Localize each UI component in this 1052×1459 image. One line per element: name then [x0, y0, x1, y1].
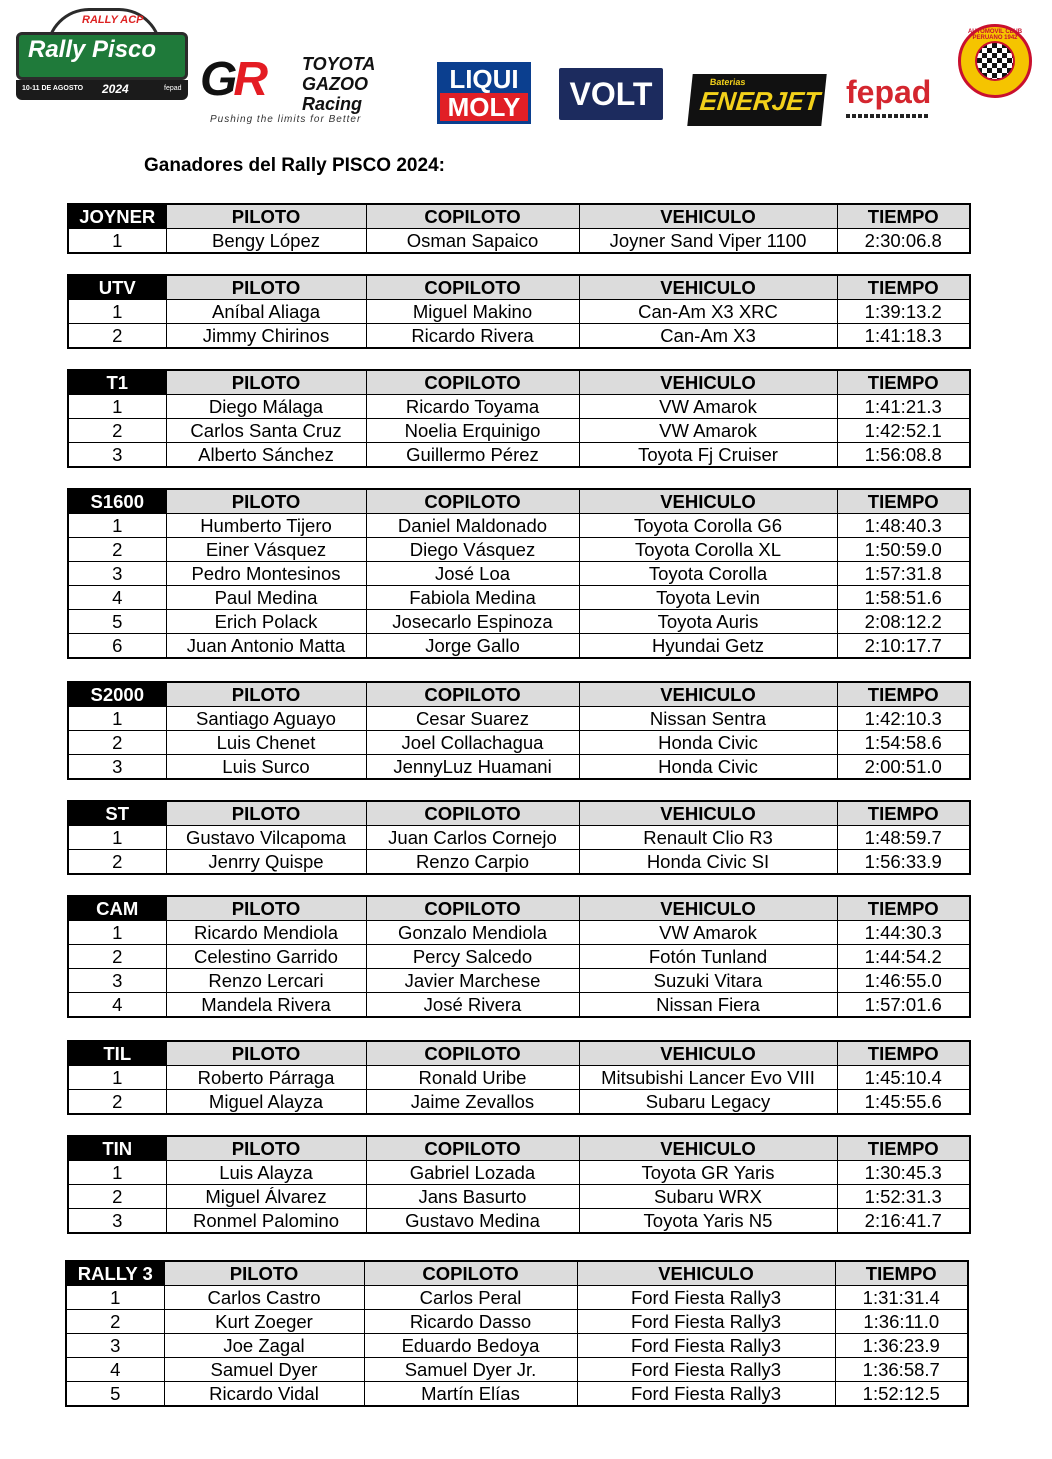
cell-tiempo: 1:46:55.0 [837, 969, 970, 993]
header-tiempo: TIEMPO [837, 1136, 970, 1161]
gr-tagline: Pushing the limits for Better [210, 114, 362, 125]
rally-acp-text: RALLY ACP [82, 14, 144, 26]
cell-vehiculo: VW Amarok [579, 395, 837, 419]
cell-piloto: Miguel Álvarez [166, 1185, 366, 1209]
cell-pos: 2 [68, 731, 166, 755]
header-piloto: PILOTO [166, 204, 366, 229]
cell-vehiculo: Can-Am X3 XRC [579, 300, 837, 324]
cell-vehiculo: Suzuki Vitara [579, 969, 837, 993]
cell-copiloto: Renzo Carpio [366, 850, 579, 875]
cell-vehiculo: Toyota GR Yaris [579, 1161, 837, 1185]
table-row [68, 921, 970, 945]
cell-tiempo: 2:08:12.2 [837, 610, 970, 634]
cell-copiloto: Fabiola Medina [366, 586, 579, 610]
header-vehiculo: VEHICULO [579, 1136, 837, 1161]
cell-copiloto: Juan Carlos Cornejo [366, 826, 579, 850]
cell-piloto: Diego Málaga [166, 395, 366, 419]
fepad-logo [846, 74, 930, 124]
cell-tiempo: 1:36:58.7 [835, 1358, 968, 1382]
header-piloto: PILOTO [166, 801, 366, 826]
cell-pos: 4 [66, 1358, 164, 1382]
header-tiempo: TIEMPO [837, 896, 970, 921]
cell-copiloto: Javier Marchese [366, 969, 579, 993]
cell-pos: 1 [68, 1066, 166, 1090]
results-table [67, 681, 971, 780]
results-table [67, 369, 971, 468]
table-row [68, 707, 970, 731]
cell-pos: 6 [68, 634, 166, 659]
header-piloto: PILOTO [166, 489, 366, 514]
header-vehiculo: VEHICULO [579, 370, 837, 395]
header-tiempo: TIEMPO [835, 1261, 968, 1286]
cell-vehiculo: Honda Civic SI [579, 850, 837, 875]
header-vehiculo: VEHICULO [579, 489, 837, 514]
gr-line-2: GAZOO [302, 74, 368, 94]
category-label: S1600 [68, 489, 166, 514]
enerjet-logo [687, 74, 826, 126]
cell-vehiculo: Toyota Yaris N5 [579, 1209, 837, 1234]
cell-pos: 2 [66, 1310, 164, 1334]
header-piloto: PILOTO [166, 682, 366, 707]
table-row [68, 755, 970, 780]
cell-vehiculo: Ford Fiesta Rally3 [577, 1286, 835, 1310]
cell-piloto: Pedro Montesinos [166, 562, 366, 586]
header-piloto: PILOTO [166, 896, 366, 921]
cell-tiempo: 1:41:21.3 [837, 395, 970, 419]
cell-copiloto: Jorge Gallo [366, 634, 579, 659]
page-title: Ganadores del Rally PISCO 2024: [144, 155, 445, 176]
cell-vehiculo: Joyner Sand Viper 1100 [579, 229, 837, 254]
cell-copiloto: José Rivera [366, 993, 579, 1018]
cell-pos: 2 [68, 324, 166, 349]
cell-tiempo: 1:44:30.3 [837, 921, 970, 945]
cell-tiempo: 1:42:52.1 [837, 419, 970, 443]
results-table [67, 203, 971, 254]
fepad-bar [846, 114, 930, 118]
header-vehiculo: VEHICULO [579, 896, 837, 921]
cell-piloto: Samuel Dyer [164, 1358, 364, 1382]
gr-line-1: TOYOTA [302, 54, 376, 74]
cell-pos: 2 [68, 538, 166, 562]
header-vehiculo: VEHICULO [579, 275, 837, 300]
cell-tiempo: 1:45:55.6 [837, 1090, 970, 1115]
cell-vehiculo: Hyundai Getz [579, 634, 837, 659]
cell-vehiculo: Nissan Sentra [579, 707, 837, 731]
cell-vehiculo: Toyota Fj Cruiser [579, 443, 837, 468]
header-tiempo: TIEMPO [837, 275, 970, 300]
cell-pos: 3 [68, 562, 166, 586]
cell-piloto: Jenrry Quispe [166, 850, 366, 875]
header-vehiculo: VEHICULO [579, 1041, 837, 1066]
header-copiloto: COPILOTO [366, 204, 579, 229]
cell-piloto: Aníbal Aliaga [166, 300, 366, 324]
table-header-row [68, 1136, 970, 1161]
acp-checkered-flag-icon [975, 41, 1015, 81]
cell-copiloto: Jaime Zevallos [366, 1090, 579, 1115]
table-row [68, 731, 970, 755]
cell-copiloto: Osman Sapaico [366, 229, 579, 254]
cell-piloto: Juan Antonio Matta [166, 634, 366, 659]
results-table [67, 1135, 971, 1234]
cell-copiloto: JennyLuz Huamani [366, 755, 579, 780]
cell-vehiculo: Nissan Fiera [579, 993, 837, 1018]
cell-piloto: Alberto Sánchez [166, 443, 366, 468]
toyota-gazoo-racing-logo [200, 54, 412, 130]
rally-pisco-year: 2024 [102, 82, 129, 96]
cell-pos: 1 [68, 707, 166, 731]
category-label: JOYNER [68, 204, 166, 229]
cell-vehiculo: Subaru Legacy [579, 1090, 837, 1115]
category-label: RALLY 3 [66, 1261, 164, 1286]
cell-vehiculo: VW Amarok [579, 419, 837, 443]
cell-tiempo: 1:30:45.3 [837, 1161, 970, 1185]
cell-pos: 1 [68, 921, 166, 945]
cell-pos: 4 [68, 993, 166, 1018]
volt-logo [559, 68, 663, 120]
table-row [68, 634, 970, 659]
automovil-club-peruano-seal [958, 24, 1032, 98]
cell-copiloto: Ricardo Rivera [366, 324, 579, 349]
header-piloto: PILOTO [164, 1261, 364, 1286]
gr-wordmark [302, 54, 375, 114]
rally-pisco-logo [16, 8, 188, 98]
table-row [68, 826, 970, 850]
cell-tiempo: 1:56:33.9 [837, 850, 970, 875]
results-table [67, 895, 971, 1018]
table-row [68, 969, 970, 993]
cell-copiloto: Noelia Erquinigo [366, 419, 579, 443]
cell-pos: 3 [68, 1209, 166, 1234]
gr-mark-text: GR [200, 53, 265, 106]
gr-mark [200, 54, 294, 106]
cell-tiempo: 1:58:51.6 [837, 586, 970, 610]
cell-pos: 2 [68, 850, 166, 875]
table-row [68, 1209, 970, 1234]
cell-vehiculo: Toyota Levin [579, 586, 837, 610]
results-table [67, 1040, 971, 1115]
header-tiempo: TIEMPO [837, 801, 970, 826]
cell-pos: 5 [68, 610, 166, 634]
results-table [67, 488, 971, 659]
cell-vehiculo: Toyota Auris [579, 610, 837, 634]
cell-tiempo: 2:16:41.7 [837, 1209, 970, 1234]
table-row [68, 850, 970, 875]
cell-tiempo: 1:48:40.3 [837, 514, 970, 538]
cell-tiempo: 1:45:10.4 [837, 1066, 970, 1090]
cell-pos: 1 [66, 1286, 164, 1310]
cell-copiloto: Guillermo Pérez [366, 443, 579, 468]
cell-pos: 2 [68, 1185, 166, 1209]
cell-vehiculo: Toyota Corolla G6 [579, 514, 837, 538]
cell-pos: 1 [68, 395, 166, 419]
liqui-moly-bottom: MOLY [447, 92, 521, 122]
cell-piloto: Paul Medina [166, 586, 366, 610]
cell-copiloto: José Loa [366, 562, 579, 586]
table-row [66, 1286, 968, 1310]
cell-vehiculo: Renault Clio R3 [579, 826, 837, 850]
cell-piloto: Erich Polack [166, 610, 366, 634]
cell-piloto: Carlos Santa Cruz [166, 419, 366, 443]
cell-vehiculo: Ford Fiesta Rally3 [577, 1358, 835, 1382]
enerjet-big: ENERJET [698, 86, 822, 116]
category-label: T1 [68, 370, 166, 395]
table-header-row [68, 489, 970, 514]
cell-piloto: Ronmel Palomino [166, 1209, 366, 1234]
header-tiempo: TIEMPO [837, 1041, 970, 1066]
table-row [68, 1090, 970, 1115]
cell-copiloto: Carlos Peral [364, 1286, 577, 1310]
cell-copiloto: Martín Elías [364, 1382, 577, 1407]
table-header-row [68, 204, 970, 229]
cell-pos: 4 [68, 586, 166, 610]
header-tiempo: TIEMPO [837, 682, 970, 707]
cell-pos: 2 [68, 1090, 166, 1115]
cell-vehiculo: VW Amarok [579, 921, 837, 945]
cell-tiempo: 1:52:31.3 [837, 1185, 970, 1209]
header-vehiculo: VEHICULO [577, 1261, 835, 1286]
table-row [68, 395, 970, 419]
header-vehiculo: VEHICULO [579, 801, 837, 826]
cell-vehiculo: Toyota Corolla XL [579, 538, 837, 562]
header-piloto: PILOTO [166, 1136, 366, 1161]
header-tiempo: TIEMPO [837, 370, 970, 395]
header-copiloto: COPILOTO [366, 489, 579, 514]
header-copiloto: COPILOTO [366, 1041, 579, 1066]
table-row [68, 419, 970, 443]
cell-tiempo: 1:52:12.5 [835, 1382, 968, 1407]
cell-piloto: Joe Zagal [164, 1334, 364, 1358]
cell-tiempo: 1:42:10.3 [837, 707, 970, 731]
cell-piloto: Kurt Zoeger [164, 1310, 364, 1334]
cell-piloto: Gustavo Vilcapoma [166, 826, 366, 850]
table-header-row [68, 275, 970, 300]
cell-tiempo: 1:39:13.2 [837, 300, 970, 324]
cell-copiloto: Percy Salcedo [366, 945, 579, 969]
acp-seal-text: AUTOMOVIL CLUB PERUANO 1942 [967, 29, 1023, 41]
cell-copiloto: Cesar Suarez [366, 707, 579, 731]
table-row [68, 443, 970, 468]
cell-copiloto: Jans Basurto [366, 1185, 579, 1209]
cell-copiloto: Gonzalo Mendiola [366, 921, 579, 945]
cell-copiloto: Josecarlo Espinoza [366, 610, 579, 634]
cell-copiloto: Joel Collachagua [366, 731, 579, 755]
table-row [68, 586, 970, 610]
table-header-row [68, 896, 970, 921]
category-label: TIN [68, 1136, 166, 1161]
results-table [65, 1260, 969, 1407]
cell-vehiculo: Honda Civic [579, 755, 837, 780]
cell-tiempo: 1:50:59.0 [837, 538, 970, 562]
cell-copiloto: Eduardo Bedoya [364, 1334, 577, 1358]
liqui-moly-logo [437, 62, 531, 124]
header-tiempo: TIEMPO [837, 204, 970, 229]
header-vehiculo: VEHICULO [579, 682, 837, 707]
table-row [68, 324, 970, 349]
cell-piloto: Miguel Alayza [166, 1090, 366, 1115]
cell-piloto: Luis Surco [166, 755, 366, 780]
category-label: ST [68, 801, 166, 826]
cell-copiloto: Gustavo Medina [366, 1209, 579, 1234]
header-copiloto: COPILOTO [366, 896, 579, 921]
header-piloto: PILOTO [166, 1041, 366, 1066]
cell-piloto: Ricardo Mendiola [166, 921, 366, 945]
gr-line-3: Racing [302, 94, 363, 114]
table-row [66, 1334, 968, 1358]
cell-pos: 1 [68, 826, 166, 850]
cell-pos: 2 [68, 945, 166, 969]
cell-tiempo: 1:48:59.7 [837, 826, 970, 850]
cell-tiempo: 1:36:11.0 [835, 1310, 968, 1334]
cell-vehiculo: Ford Fiesta Rally3 [577, 1382, 835, 1407]
cell-copiloto: Miguel Makino [366, 300, 579, 324]
cell-tiempo: 1:36:23.9 [835, 1334, 968, 1358]
category-label: CAM [68, 896, 166, 921]
cell-piloto: Mandela Rivera [166, 993, 366, 1018]
cell-tiempo: 1:57:31.8 [837, 562, 970, 586]
table-row [68, 229, 970, 254]
table-row [68, 610, 970, 634]
table-header-row [68, 1041, 970, 1066]
table-row [68, 1185, 970, 1209]
cell-copiloto: Ricardo Dasso [364, 1310, 577, 1334]
cell-pos: 3 [68, 443, 166, 468]
cell-vehiculo: Toyota Corolla [579, 562, 837, 586]
cell-piloto: Celestino Garrido [166, 945, 366, 969]
header-copiloto: COPILOTO [366, 370, 579, 395]
table-row [68, 538, 970, 562]
cell-vehiculo: Ford Fiesta Rally3 [577, 1334, 835, 1358]
cell-vehiculo: Mitsubishi Lancer Evo VIII [579, 1066, 837, 1090]
results-table [67, 800, 971, 875]
table-row [68, 514, 970, 538]
rally-pisco-small-sponsor: fepad [164, 85, 182, 92]
cell-vehiculo: Fotón Tunland [579, 945, 837, 969]
header-tiempo: TIEMPO [837, 489, 970, 514]
cell-copiloto: Ricardo Toyama [366, 395, 579, 419]
liqui-moly-top: LIQUI [440, 65, 528, 93]
cell-copiloto: Daniel Maldonado [366, 514, 579, 538]
results-table [67, 274, 971, 349]
header-copiloto: COPILOTO [366, 801, 579, 826]
cell-pos: 3 [68, 969, 166, 993]
cell-copiloto: Gabriel Lozada [366, 1161, 579, 1185]
cell-piloto: Carlos Castro [164, 1286, 364, 1310]
table-row [68, 945, 970, 969]
header-copiloto: COPILOTO [366, 275, 579, 300]
rally-pisco-name: Rally Pisco [28, 36, 157, 63]
cell-piloto: Bengy López [166, 229, 366, 254]
table-header-row [68, 682, 970, 707]
cell-piloto: Luis Alayza [166, 1161, 366, 1185]
cell-pos: 1 [68, 229, 166, 254]
table-row [68, 1161, 970, 1185]
enerjet-small: Baterias [709, 77, 746, 87]
cell-vehiculo: Ford Fiesta Rally3 [577, 1310, 835, 1334]
cell-pos: 5 [66, 1382, 164, 1407]
table-row [68, 300, 970, 324]
cell-vehiculo: Subaru WRX [579, 1185, 837, 1209]
cell-tiempo: 2:30:06.8 [837, 229, 970, 254]
cell-piloto: Santiago Aguayo [166, 707, 366, 731]
cell-piloto: Einer Vásquez [166, 538, 366, 562]
cell-pos: 2 [68, 419, 166, 443]
fepad-text: fepad [846, 74, 932, 110]
table-header-row [66, 1261, 968, 1286]
cell-copiloto: Diego Vásquez [366, 538, 579, 562]
cell-piloto: Jimmy Chirinos [166, 324, 366, 349]
table-row [66, 1382, 968, 1407]
cell-pos: 3 [68, 755, 166, 780]
cell-piloto: Luis Chenet [166, 731, 366, 755]
table-header-row [68, 370, 970, 395]
cell-piloto: Humberto Tijero [166, 514, 366, 538]
volt-text: VOLT [569, 76, 653, 112]
table-row [66, 1358, 968, 1382]
cell-copiloto: Ronald Uribe [366, 1066, 579, 1090]
cell-pos: 1 [68, 300, 166, 324]
category-label: UTV [68, 275, 166, 300]
header-copiloto: COPILOTO [366, 682, 579, 707]
table-row [68, 1066, 970, 1090]
category-label: TIL [68, 1041, 166, 1066]
header-copiloto: COPILOTO [364, 1261, 577, 1286]
header-piloto: PILOTO [166, 275, 366, 300]
cell-tiempo: 1:54:58.6 [837, 731, 970, 755]
cell-vehiculo: Honda Civic [579, 731, 837, 755]
cell-tiempo: 2:10:17.7 [837, 634, 970, 659]
cell-pos: 3 [66, 1334, 164, 1358]
table-row [68, 562, 970, 586]
cell-piloto: Ricardo Vidal [164, 1382, 364, 1407]
header-piloto: PILOTO [166, 370, 366, 395]
cell-tiempo: 1:31:31.4 [835, 1286, 968, 1310]
cell-vehiculo: Can-Am X3 [579, 324, 837, 349]
cell-tiempo: 2:00:51.0 [837, 755, 970, 780]
header-vehiculo: VEHICULO [579, 204, 837, 229]
table-row [66, 1310, 968, 1334]
cell-piloto: Roberto Párraga [166, 1066, 366, 1090]
table-header-row [68, 801, 970, 826]
header-copiloto: COPILOTO [366, 1136, 579, 1161]
sponsor-logos [0, 0, 1052, 140]
category-label: S2000 [68, 682, 166, 707]
table-row [68, 993, 970, 1018]
cell-tiempo: 1:41:18.3 [837, 324, 970, 349]
cell-pos: 1 [68, 1161, 166, 1185]
cell-tiempo: 1:44:54.2 [837, 945, 970, 969]
cell-tiempo: 1:57:01.6 [837, 993, 970, 1018]
cell-copiloto: Samuel Dyer Jr. [364, 1358, 577, 1382]
cell-pos: 1 [68, 514, 166, 538]
rally-pisco-dates: 10-11 DE AGOSTO [22, 85, 84, 92]
cell-piloto: Renzo Lercari [166, 969, 366, 993]
cell-tiempo: 1:56:08.8 [837, 443, 970, 468]
